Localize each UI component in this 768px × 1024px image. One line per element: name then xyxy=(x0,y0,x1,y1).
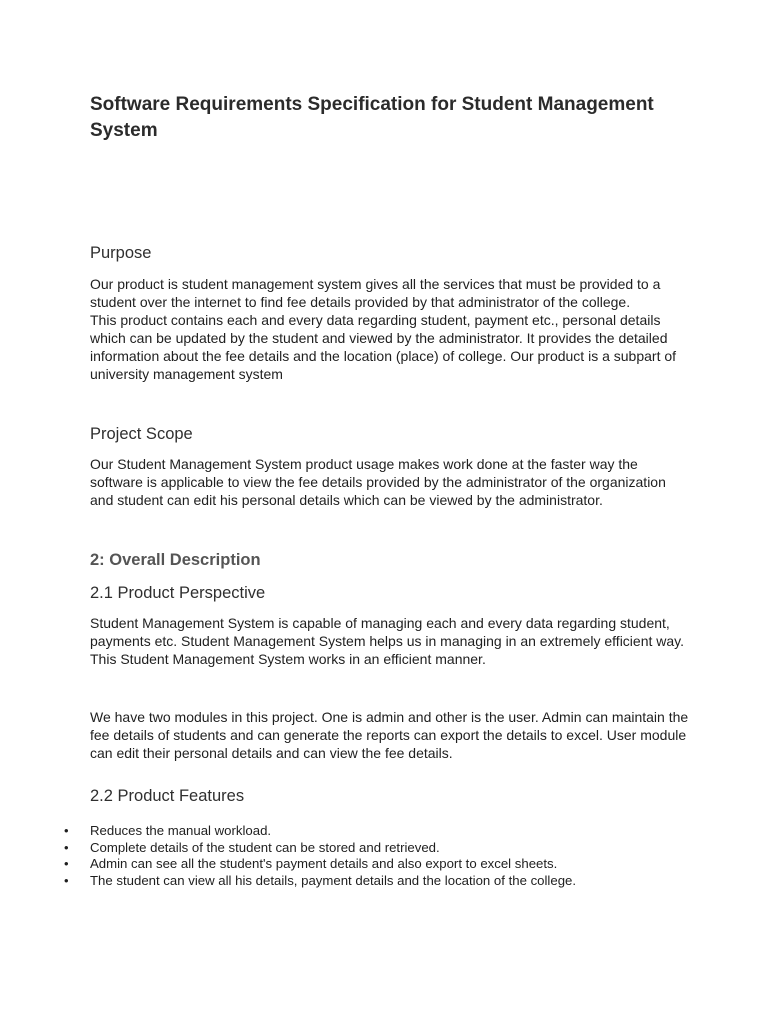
list-item xyxy=(0,823,700,840)
purpose-heading: Purpose xyxy=(90,244,152,262)
list-item xyxy=(0,856,700,873)
list-item xyxy=(0,840,700,857)
features-list xyxy=(0,823,700,889)
bullet-icon: • xyxy=(64,872,69,888)
list-item-text: Complete details of the student can be stored and retrieved. xyxy=(90,839,440,855)
page-title: Software Requirements Specification for Student Management System xyxy=(90,94,654,141)
perspective-paragraph-2: We have two modules in this project. One is admin and other is the user. Admin can maintain the fee details of students and can generate the reports can export the details to excel. User module can edit their personal details and can view the fee details. xyxy=(90,709,689,761)
product-perspective-heading: 2.1 Product Perspective xyxy=(90,584,266,602)
purpose-paragraph xyxy=(90,275,690,383)
bullet-icon: • xyxy=(64,823,69,838)
bullet-icon: • xyxy=(64,839,69,855)
product-features-heading: 2.2 Product Features xyxy=(90,787,245,805)
bullet-icon: • xyxy=(64,856,69,871)
list-item-text: The student can view all his details, payment details and the location of the college. xyxy=(90,872,577,888)
scope-heading: Project Scope xyxy=(90,425,193,443)
list-item-text: Admin can see all the student's payment details and also export to excel sheets. xyxy=(90,856,558,871)
scope-paragraph: Our Student Management System product usage makes work done at the faster way the software is applicable to view the fee details provided by the administrator of the organization and student can edit his personal details which can be viewed by the administrator. xyxy=(90,456,666,508)
list-item xyxy=(0,873,700,890)
perspective-paragraph-1: Student Management System is capable of managing each and every data regarding student, payments etc. Student Management System helps us in managing in an extremely efficient way. This Student Management System works in an efficient manner. xyxy=(90,615,685,667)
purpose-paragraph-1: Our product is student management system gives all the services that must be provided to a student over the internet to find fee details provided by that administrator of the college. xyxy=(90,276,661,310)
purpose-paragraph-2: This product contains each and every data regarding student, payment etc., personal details which can be updated by the student and viewed by the administrator. It provides the detailed information about the fee details and the location (place) of college. Our product is a subpart of university management system xyxy=(90,312,677,382)
list-item-text: Reduces the manual workload. xyxy=(90,823,272,838)
overall-description-heading: 2: Overall Description xyxy=(90,551,261,569)
